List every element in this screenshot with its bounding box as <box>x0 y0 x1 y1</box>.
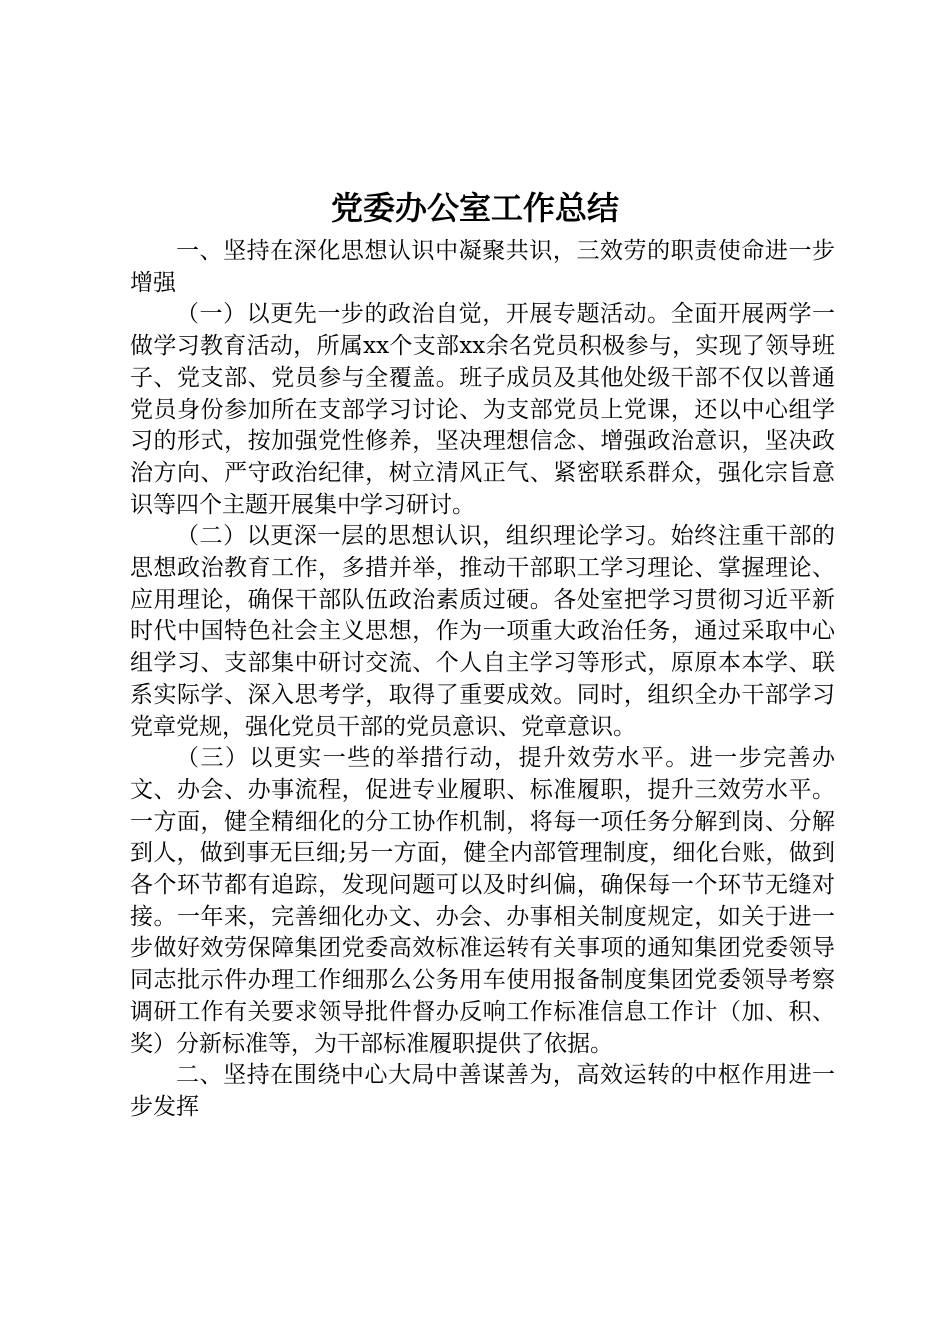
body-paragraph: （二）以更深一层的思想认识，组织理论学习。始终注重干部的思想政治教育工作，多措并举，推动干部职工学习理论、掌握理论、应用理论，确保干部队伍政治素质过硬。各处室把学习贯彻习近平新时代中国特色社会主义思想，作为一项重大政治任务，通过采取中心组学习、支部集中研讨交流、个人自主学习等形式，原原本本学、联系实际学、深入思考学，取得了重要成效。同时，组织全办干部学习党章党规，强化党员干部的党员意识、党章意识。 <box>130 523 835 740</box>
section-heading: 一、坚持在深化思想认识中凝聚共识，三效劳的职责使命进一步增强 <box>130 238 835 296</box>
document-title: 党委办公室工作总结 <box>330 189 619 227</box>
document-body <box>130 236 835 1124</box>
body-paragraph: （一）以更先一步的政治自觉，开展专题活动。全面开展两学一做学习教育活动，所属xx个支部xx余名党员积极参与，实现了领导班子、党支部、党员参与全覆盖。班子成员及其他处级干部不仅以普通党员身份参加所在支部学习讨论、为支部党员上党课，还以中心组学习的形式，按加强党性修养，坚决理想信念、增强政治意识，坚决政治方向、严守政治纪律，树立清风正气、紧密联系群众，强化宗旨意识等四个主题开展集中学习研讨。 <box>130 301 835 518</box>
section-heading: 二、坚持在围绕中心大局中善谋善为，高效运转的中枢作用进一步发挥 <box>130 1062 835 1120</box>
body-paragraph: （三）以更实一些的举措行动，提升效劳水平。进一步完善办文、办会、办事流程，促进专业履职、标准履职，提升三效劳水平。一方面，健全精细化的分工协作机制，将每一项任务分解到岗、分解到人，做到事无巨细;另一方面，健全内部管理制度，细化台账，做到各个环节都有追踪，发现问题可以及时纠偏，确保每一个环节无缝对接。一年来，完善细化办文、办会、办事相关制度规定，如关于进一步做好效劳保障集团党委高效标准运转有关事项的通知集团党委领导同志批示件办理工作细那么公务用车使用报备制度集团党委领导考察调研工作有关要求领导批件督办反响工作标准信息工作计（加、积、奖）分新标准等，为干部标准履职提供了依据。 <box>130 745 835 1057</box>
